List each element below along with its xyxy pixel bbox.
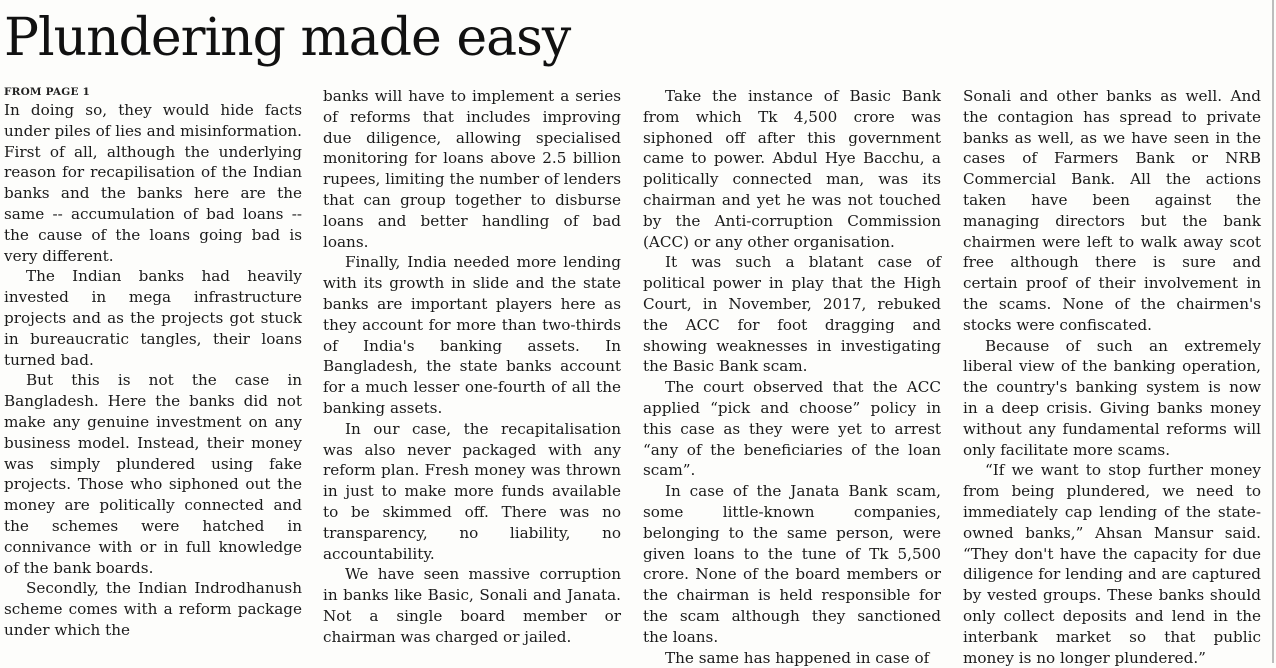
article-column-3 <box>643 86 941 668</box>
article-headline: Plundering made easy <box>4 8 571 68</box>
article-column-1 <box>4 86 302 641</box>
article-column-4 <box>963 86 1261 668</box>
paragraph: In our case, the recapitalisation was also never packaged with any reform plan. Fresh money was thrown in just to make more funds available to be skimmed off. There was no transparency, no liability, no accountability. <box>323 419 621 563</box>
paragraph: Finally, India needed more lending with its growth in slide and the state banks are important players here as they account for more than two-thirds of India's banking assets. In Bangladesh, the state banks account for a much lesser one-fourth of all the banking assets. <box>323 253 621 417</box>
paragraph: “If we want to stop further money from being plundered, we need to immediately cap lending of the state-owned banks,” Ahsan Mansur said. “They don't have the capacity for due diligence for lending and are captured by vested groups. These banks should only collect deposits and lend in the interbank market so that public money is no longer plundered.” <box>963 461 1261 667</box>
paragraph: Take the instance of Basic Bank from which Tk 4,500 crore was siphoned off after this government came to power. Abdul Hye Bacchu, a politically connected man, was its chairman and yet he was not touched by the Anti-corruption Commission (ACC) or any other organisation. <box>643 87 941 251</box>
paragraph: Secondly, the Indian Indrodhanush scheme comes with a reform package under which the <box>4 579 302 639</box>
paragraph: In doing so, they would hide facts under piles of lies and misinformation. First of all, although the underlying reason for recapilisation of the Indian banks and the banks here are the same -- accumulation of bad loans -- the cause of the loans going bad is very different. <box>4 101 302 265</box>
paragraph: banks will have to implement a series of reforms that includes improving due diligence, allowing specialised monitoring for loans above 2.5 billion rupees, limiting the number of lenders that can group together to disburse loans and better handling of bad loans. <box>323 87 621 251</box>
paragraph: The Indian banks had heavily invested in mega infrastructure projects and as the projects got stuck in bureaucratic tangles, their loans turned bad. <box>4 267 302 369</box>
paragraph: In case of the Janata Bank scam, some little-known companies, belonging to the same person, were given loans to the tune of Tk 5,500 crore. None of the board members or the chairman is held responsible for the scam although they sanctioned the loans. <box>643 482 941 646</box>
paragraph: The same has happened in case of <box>665 648 930 667</box>
paragraph: It was such a blatant case of political power in play that the High Court, in November, 2017, rebuked the ACC for foot dragging and showing weaknesses in investigating the Basic Bank scam. <box>643 253 941 376</box>
paragraph: Sonali and other banks as well. And the contagion has spread to private banks as well, as we have seen in the cases of Farmers Bank or NRB Commercial Bank. All the actions taken have been against the managing directors but the bank chairmen were left to walk away scot free although there is sure and certain proof of their involvement in the scams. None of the chairmen's stocks were confiscated. <box>963 87 1261 334</box>
paragraph: But this is not the case in Bangladesh. Here the banks did not make any genuine investment on any business model. Instead, their money was simply plundered using fake projects. Those who siphoned out the money are politically connected and the schemes were hatched in connivance with or in full knowledge of the bank boards. <box>4 371 302 577</box>
paragraph: We have seen massive corruption in banks like Basic, Sonali and Janata. Not a single board member or chairman was charged or jailed. <box>323 565 621 646</box>
page-edge-rule <box>1272 0 1274 663</box>
paragraph: Because of such an extremely liberal view of the banking operation, the country's banking system is now in a deep crisis. Giving banks money without any fundamental reforms will only facilitate more scams. <box>963 336 1261 459</box>
paragraph: The court observed that the ACC applied “pick and choose” policy in this case as they were yet to arrest “any of the beneficiaries of the loan scam”. <box>643 378 941 480</box>
article-column-2 <box>323 86 621 648</box>
continuation-kicker: FROM PAGE 1 <box>4 86 91 98</box>
